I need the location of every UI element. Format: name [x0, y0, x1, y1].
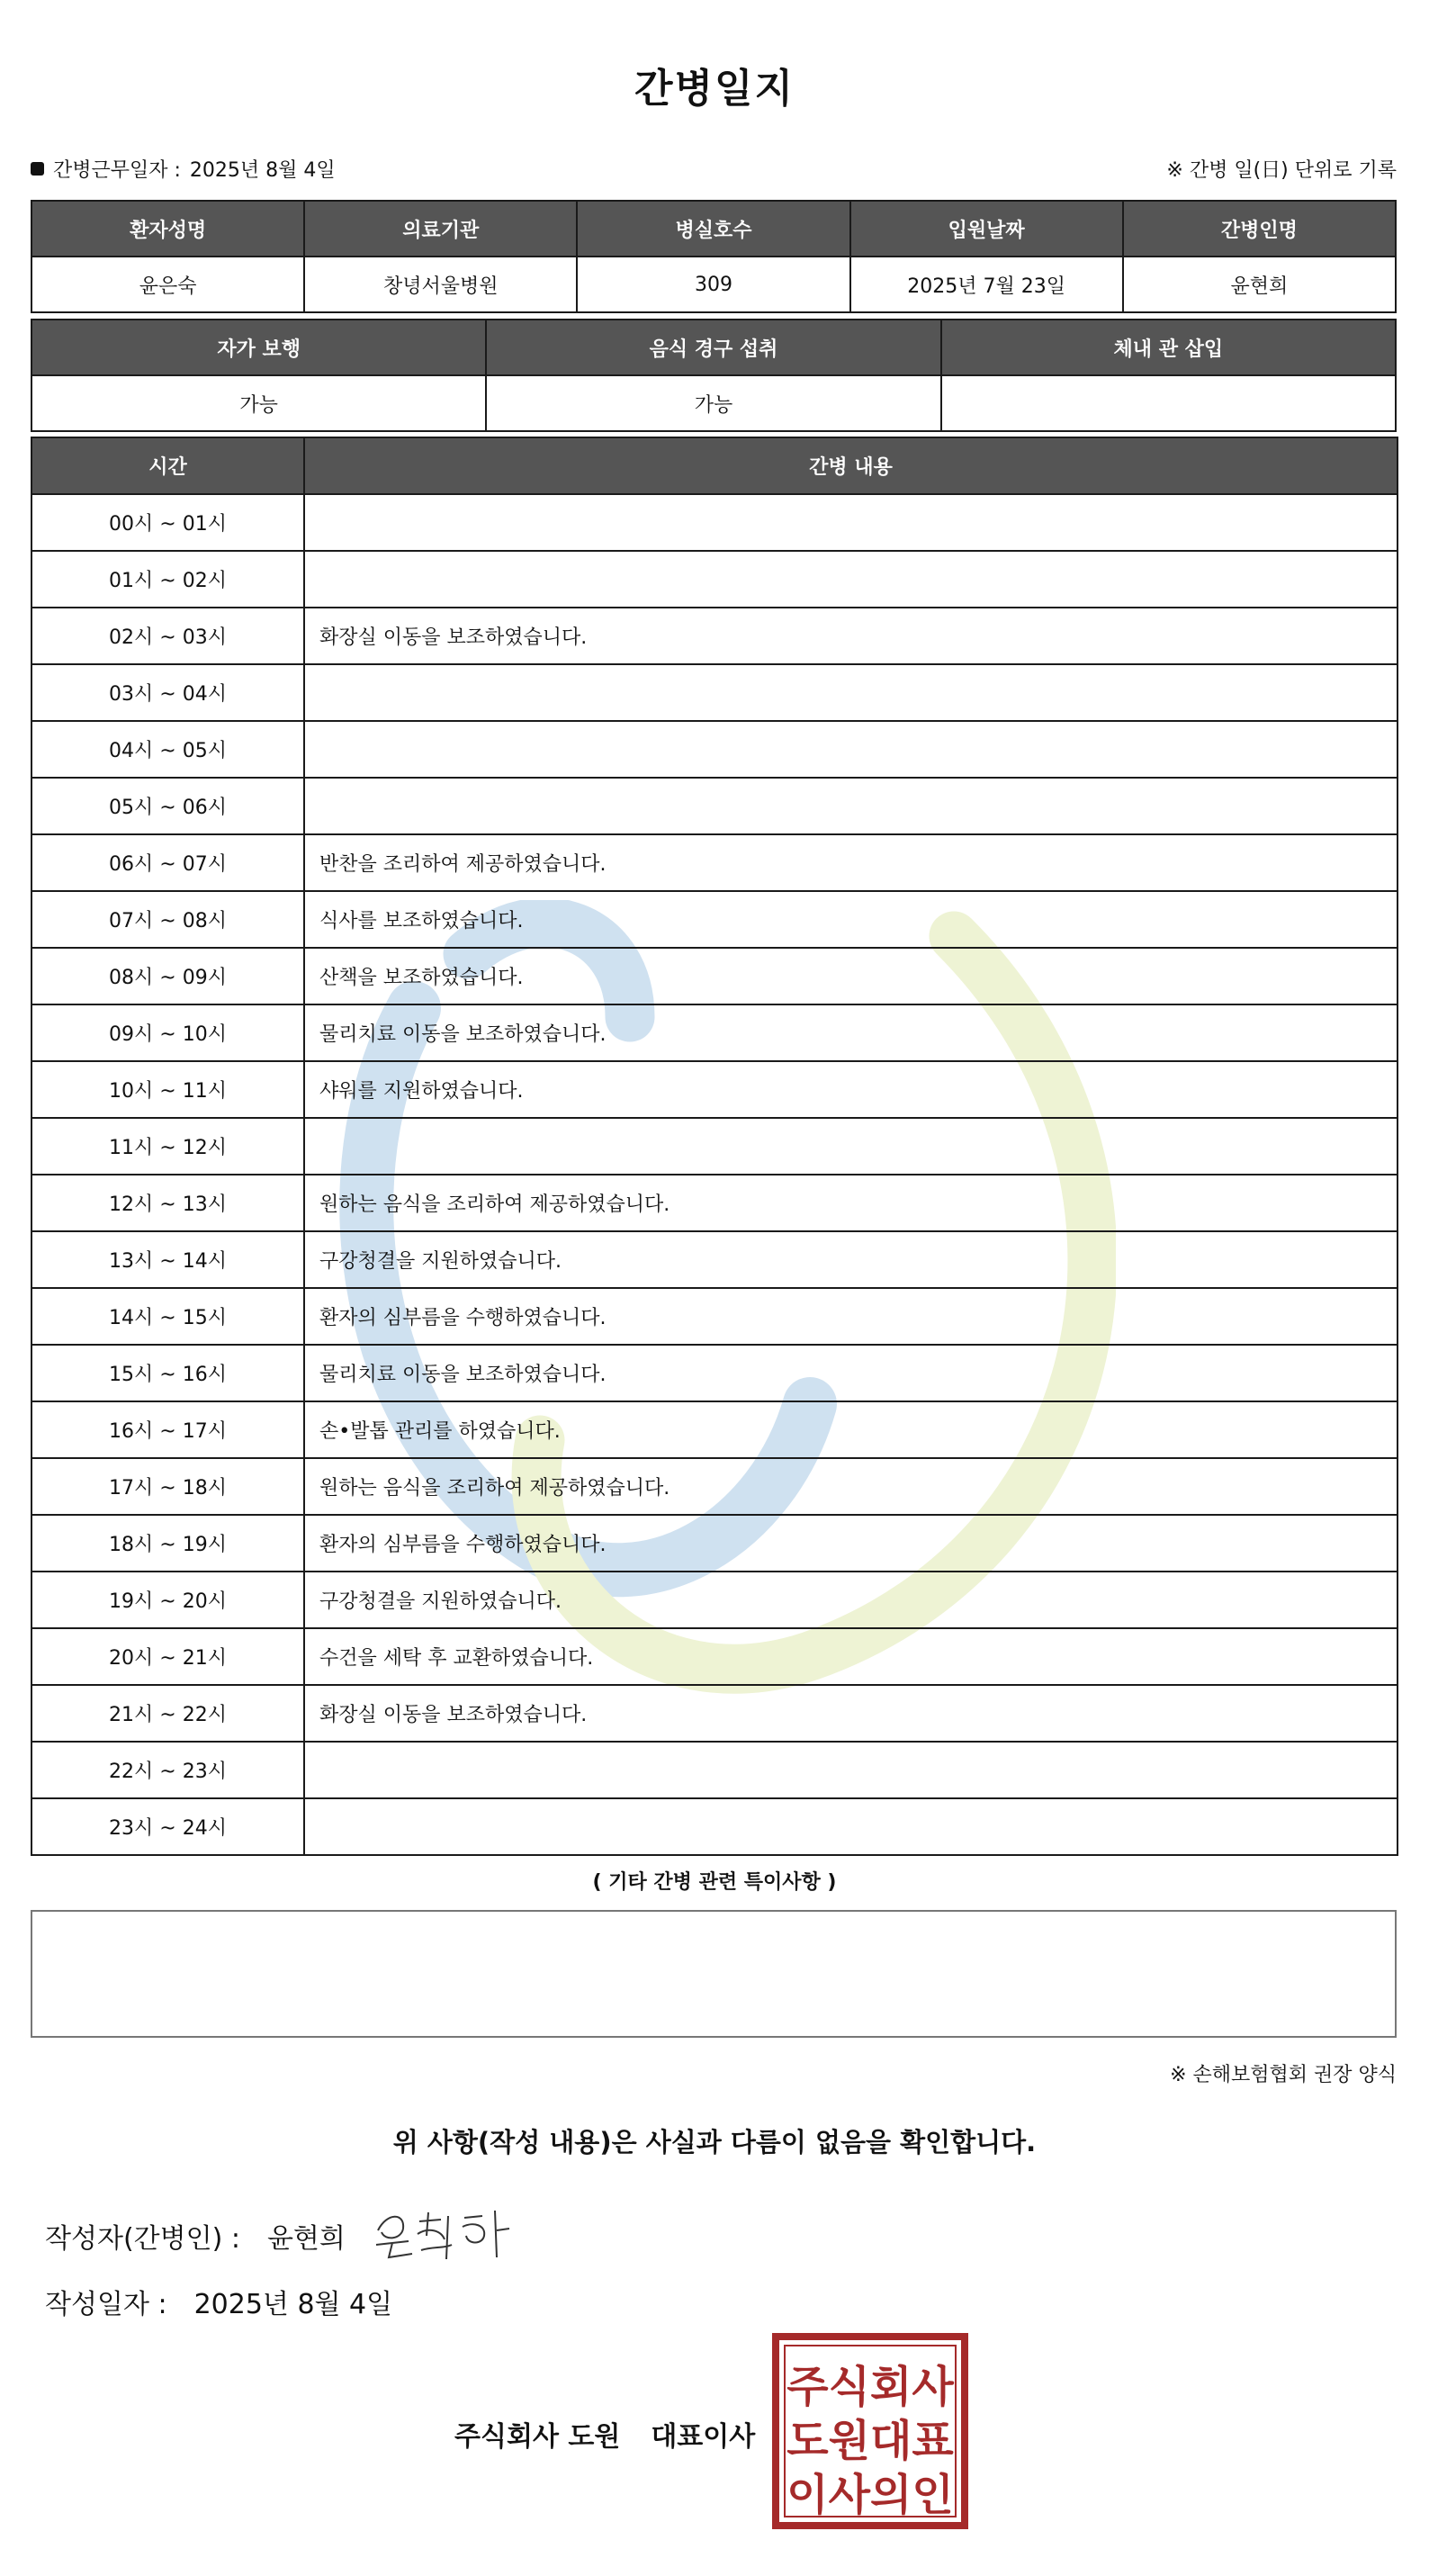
care-content-cell: 환자의 심부름을 수행하였습니다. [304, 1515, 1398, 1572]
care-time-cell: 19시 ~ 20시 [31, 1572, 304, 1628]
writer-row [45, 2216, 346, 2256]
patient-header-row [31, 201, 1396, 257]
document-title: 간병일지 [634, 66, 795, 112]
written-date-row [45, 2282, 392, 2321]
writer-label: 작성자(간병인) : [45, 2223, 240, 2255]
care-content-cell: 구강청결을 지원하였습니다. [304, 1231, 1398, 1288]
care-time-cell: 17시 ~ 18시 [31, 1458, 304, 1515]
care-content-cell [304, 1798, 1398, 1855]
care-log-table [31, 437, 1398, 1856]
care-content-cell [304, 1118, 1398, 1175]
care-log-row [31, 1628, 1398, 1685]
patient-info-table [31, 200, 1397, 313]
work-date-value: 2025년 8월 4일 [189, 159, 336, 182]
care-content-cell: 산책을 보조하였습니다. [304, 948, 1398, 1004]
care-content-cell: 화장실 이동을 보조하였습니다. [304, 1685, 1398, 1742]
care-time-cell: 15시 ~ 16시 [31, 1345, 304, 1401]
care-log-row [31, 1458, 1398, 1515]
room-number: 309 [577, 257, 849, 312]
care-time-cell: 10시 ~ 11시 [31, 1061, 304, 1118]
header-tube-insertion: 체내 관 삽입 [941, 320, 1396, 375]
handwritten-signature [369, 2194, 522, 2266]
care-log-row [31, 664, 1398, 721]
care-log-row [31, 1401, 1398, 1458]
care-time-cell: 16시 ~ 17시 [31, 1401, 304, 1458]
header-admission-date: 입원날짜 [850, 201, 1123, 257]
care-time-cell: 03시 ~ 04시 [31, 664, 304, 721]
care-time-cell: 05시 ~ 06시 [31, 778, 304, 834]
care-log-row [31, 778, 1398, 834]
oral-intake-value: 가능 [486, 375, 940, 431]
care-log-row [31, 1288, 1398, 1345]
care-time-cell: 00시 ~ 01시 [31, 494, 304, 551]
confirmation-statement: 위 사항(작성 내용)은 사실과 다름이 없음을 확인합니다. [392, 2127, 1037, 2157]
care-content-cell: 손•발톱 관리를 하였습니다. [304, 1401, 1398, 1458]
care-time-cell: 14시 ~ 15시 [31, 1288, 304, 1345]
record-note: ※ 간병 일(日) 단위로 기록 [1166, 159, 1397, 182]
hospital-name: 창녕서울병원 [304, 257, 577, 312]
care-content-cell: 원하는 음식을 조리하여 제공하였습니다. [304, 1458, 1398, 1515]
care-log-row [31, 1515, 1398, 1572]
company-seal-stamp [770, 2331, 970, 2531]
status-value-row [31, 375, 1396, 431]
care-log-row [31, 891, 1398, 948]
tube-insertion-value [941, 375, 1396, 431]
written-date-value: 2025년 8월 4일 [193, 2289, 393, 2320]
company-title: 대표이사 [651, 2421, 756, 2453]
care-log-row [31, 834, 1398, 891]
company-signature-line [454, 2414, 755, 2454]
source-note: ※ 손해보험협회 권장 양식 [1170, 2064, 1397, 2086]
caregiver-name: 윤현희 [1123, 257, 1396, 312]
square-bullet-icon [31, 162, 44, 176]
care-time-cell: 21시 ~ 22시 [31, 1685, 304, 1742]
care-log-rows [31, 494, 1398, 1855]
patient-name: 윤은숙 [31, 257, 304, 312]
care-time-cell: 08시 ~ 09시 [31, 948, 304, 1004]
care-content-cell [304, 1742, 1398, 1798]
care-log-row [31, 551, 1398, 608]
care-log-row [31, 1175, 1398, 1231]
care-time-cell: 12시 ~ 13시 [31, 1175, 304, 1231]
header-oral-intake: 음식 경구 섭취 [486, 320, 940, 375]
care-log-row [31, 1685, 1398, 1742]
patient-status-table [31, 319, 1397, 432]
care-content-cell: 반찬을 조리하여 제공하였습니다. [304, 834, 1398, 891]
work-date-row [31, 155, 336, 183]
care-content-cell: 식사를 보조하였습니다. [304, 891, 1398, 948]
care-log-row [31, 1231, 1398, 1288]
admission-date: 2025년 7월 23일 [850, 257, 1123, 312]
care-log-row [31, 608, 1398, 664]
care-time-cell: 22시 ~ 23시 [31, 1742, 304, 1798]
care-log-row [31, 1798, 1398, 1855]
writer-name: 윤현희 [266, 2223, 346, 2255]
seal-text-line: 주식회사 [786, 2362, 954, 2412]
care-time-cell: 02시 ~ 03시 [31, 608, 304, 664]
header-patient-name: 환자성명 [31, 201, 304, 257]
care-time-cell: 11시 ~ 12시 [31, 1118, 304, 1175]
written-date-label: 작성일자 : [45, 2289, 167, 2320]
work-date-label: 간병근무일자 : [53, 159, 181, 182]
header-time: 시간 [31, 437, 304, 494]
header-care-content: 간병 내용 [304, 437, 1398, 494]
care-content-cell [304, 664, 1398, 721]
care-content-cell [304, 551, 1398, 608]
company-name: 주식회사 도원 [454, 2421, 621, 2453]
care-log-row [31, 494, 1398, 551]
care-log-row [31, 1742, 1398, 1798]
care-content-cell: 화장실 이동을 보조하였습니다. [304, 608, 1398, 664]
care-content-cell [304, 494, 1398, 551]
header-room: 병실호수 [577, 201, 849, 257]
care-log-row [31, 721, 1398, 778]
care-log-row [31, 1061, 1398, 1118]
self-walking-value: 가능 [31, 375, 486, 431]
care-time-cell: 01시 ~ 02시 [31, 551, 304, 608]
care-time-cell: 07시 ~ 08시 [31, 891, 304, 948]
care-content-cell: 수건을 세탁 후 교환하였습니다. [304, 1628, 1398, 1685]
care-content-cell: 샤워를 지원하였습니다. [304, 1061, 1398, 1118]
care-time-cell: 04시 ~ 05시 [31, 721, 304, 778]
care-content-cell: 물리치료 이동을 보조하였습니다. [304, 1004, 1398, 1061]
care-header-row [31, 437, 1398, 494]
care-log-row [31, 1004, 1398, 1061]
care-content-cell [304, 721, 1398, 778]
status-header-row [31, 320, 1396, 375]
seal-text-line: 이사의인 [786, 2470, 954, 2520]
notes-title: ( 기타 간병 관련 특이사항 ) [592, 1871, 837, 1894]
header-self-walking: 자가 보행 [31, 320, 486, 375]
header-hospital: 의료기관 [304, 201, 577, 257]
care-log-row [31, 1118, 1398, 1175]
seal-text-line: 도원대표 [786, 2416, 954, 2466]
care-content-cell: 환자의 심부름을 수행하였습니다. [304, 1288, 1398, 1345]
care-time-cell: 18시 ~ 19시 [31, 1515, 304, 1572]
care-content-cell: 원하는 음식을 조리하여 제공하였습니다. [304, 1175, 1398, 1231]
care-log-row [31, 1572, 1398, 1628]
care-content-cell: 물리치료 이동을 보조하였습니다. [304, 1345, 1398, 1401]
care-log-row [31, 1345, 1398, 1401]
care-time-cell: 23시 ~ 24시 [31, 1798, 304, 1855]
notes-box [31, 1910, 1397, 2038]
care-log-row [31, 948, 1398, 1004]
patient-value-row [31, 257, 1396, 312]
care-time-cell: 20시 ~ 21시 [31, 1628, 304, 1685]
care-time-cell: 06시 ~ 07시 [31, 834, 304, 891]
care-content-cell: 구강청결을 지원하였습니다. [304, 1572, 1398, 1628]
care-content-cell [304, 778, 1398, 834]
care-time-cell: 09시 ~ 10시 [31, 1004, 304, 1061]
care-time-cell: 13시 ~ 14시 [31, 1231, 304, 1288]
header-caregiver-name: 간병인명 [1123, 201, 1396, 257]
